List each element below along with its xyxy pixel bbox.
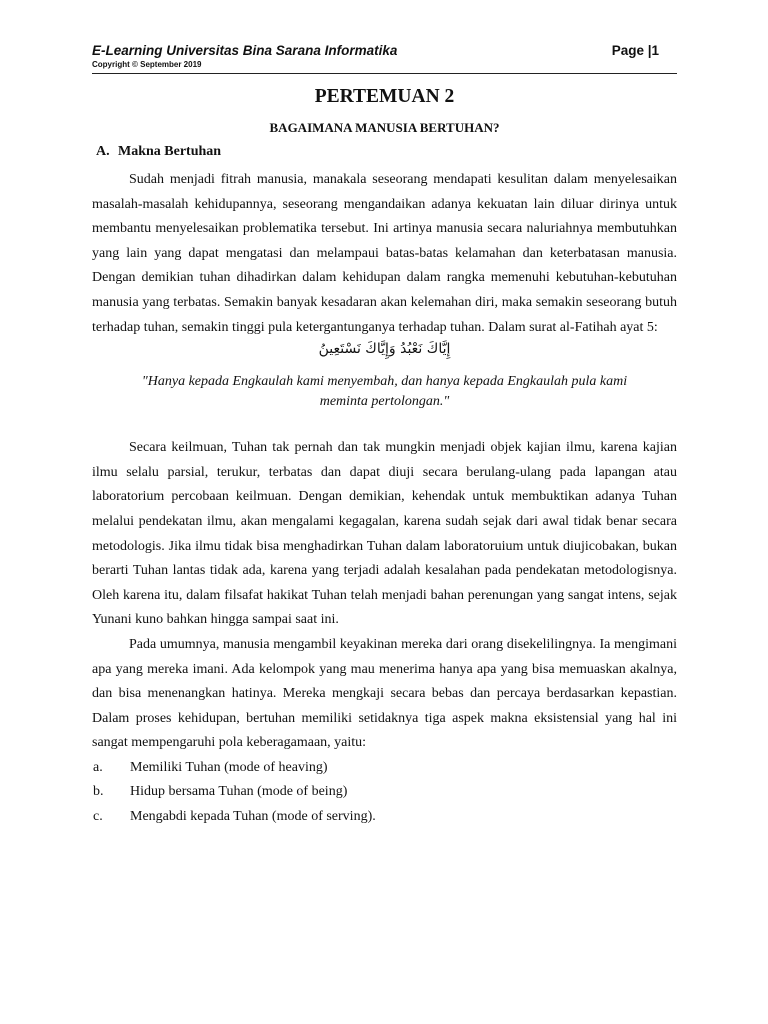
arabic-verse: إِيَّاكَ نَعْبُدُ وَإِيَّاكَ نَسْتَعِينُ [318, 341, 451, 358]
list-item-text: Mengabdi kepada Tuhan (mode of serving). [130, 809, 376, 825]
list-item [92, 805, 677, 830]
aspects-list [92, 756, 677, 830]
list-item-text: Hidup bersama Tuhan (mode of being) [130, 784, 348, 800]
header-row [92, 43, 677, 58]
section-letter: A. [96, 144, 110, 159]
section-heading [92, 142, 677, 162]
list-marker: b. [93, 784, 104, 800]
paragraph-2: Secara keilmuan, Tuhan tak pernah dan tak mungkin menjadi objek kajian ilmu, karena kajian ilmu selalu parsial, terukur, terbatas dan dapat diuji secara berulang-ulang pada lapangan atau laboratorium percobaan keilmuan. Dengan demikian, kehendak untuk membuktikan adanya Tuhan melalui pendekatan ilmu, akan mengalami kegagalan, karena sudah sejak dari awal tidak benar secara metodologis. Jika ilmu tidak bisa menghadirkan Tuhan dalam laboratoruium untuk diujicobakan, bukan berarti Tuhan lantas tidak ada, karena yang terjadi adalah kesalahan pada pendekatan metodologisnya. Oleh karena itu, dalam filsafat hakikat Tuhan telah menjadi bahan perenungan yang sangat intens, sejak Yunani kuno bahkan hingga sampai saat ini. [92, 440, 677, 628]
verse-translation: "Hanya kepada Engkaulah kami menyembah, dan hanya kepada Engkaulah pula kami meminta pertolongan." [141, 374, 628, 410]
paragraph-3: Pada umumnya, manusia mengambil keyakinan mereka dari orang disekelilingnya. Ia mengimani apa yang mereka imani. Ada kelompok yang mau menerima hanya apa yang bisa memuaskan akalnya, dan bisa menenangkan hatinya. Mereka mengkaji secara bebas dan percaya berdasarkan kepastian. Dalam proses kehidupan, bertuhan memiliki setidaknya tiga aspek makna eksistensial yang hal ini sangat mempengaruhi pola keberagamaan, yaitu: [92, 636, 677, 751]
list-item [92, 780, 677, 805]
list-item-text: Memiliki Tuhan (mode of heaving) [130, 759, 328, 775]
header-title: E-Learning Universitas Bina Sarana Informatika [92, 43, 398, 58]
page-header [92, 43, 677, 69]
copyright-notice: Copyright © September 2019 [92, 60, 202, 69]
list-item [92, 756, 677, 781]
list-marker: a. [93, 759, 103, 775]
page-number: Page |1 [611, 43, 659, 58]
list-marker: c. [93, 809, 103, 825]
section-title: Makna Bertuhan [118, 144, 222, 159]
document-body [92, 84, 677, 830]
document-subtitle: BAGAIMANA MANUSIA BERTUHAN? [269, 120, 500, 135]
header-divider [92, 73, 677, 74]
paragraph-1: Sudah menjadi fitrah manusia, manakala seseorang mendapati kesulitan dalam menyelesaikan masalah-masalah kehidupannya, seseorang mengandaikan adanya kekuatan lain diluar dirinya untuk membantu menyelesaikan problematika tersebut. Ini artinya manusia secara naluriahnya membutuhkan yang lain yang dapat mengatasi dan melampaui batas-batas kelamahan dan keterbatasan manusia. Dengan demikian tuhan dihadirkan dalam kehidupan dalam rangka memenuhi kebutuhan-kebutuhan manusia yang terbatas. Semakin banyak kesadaran akan kelemahan diri, maka semakin seseorang butuh terhadap tuhan, semakin tinggi pula ketergantunganya terhadap tuhan. Dalam surat al-Fatihah ayat 5: [92, 172, 677, 335]
document-title: PERTEMUAN 2 [314, 86, 455, 107]
